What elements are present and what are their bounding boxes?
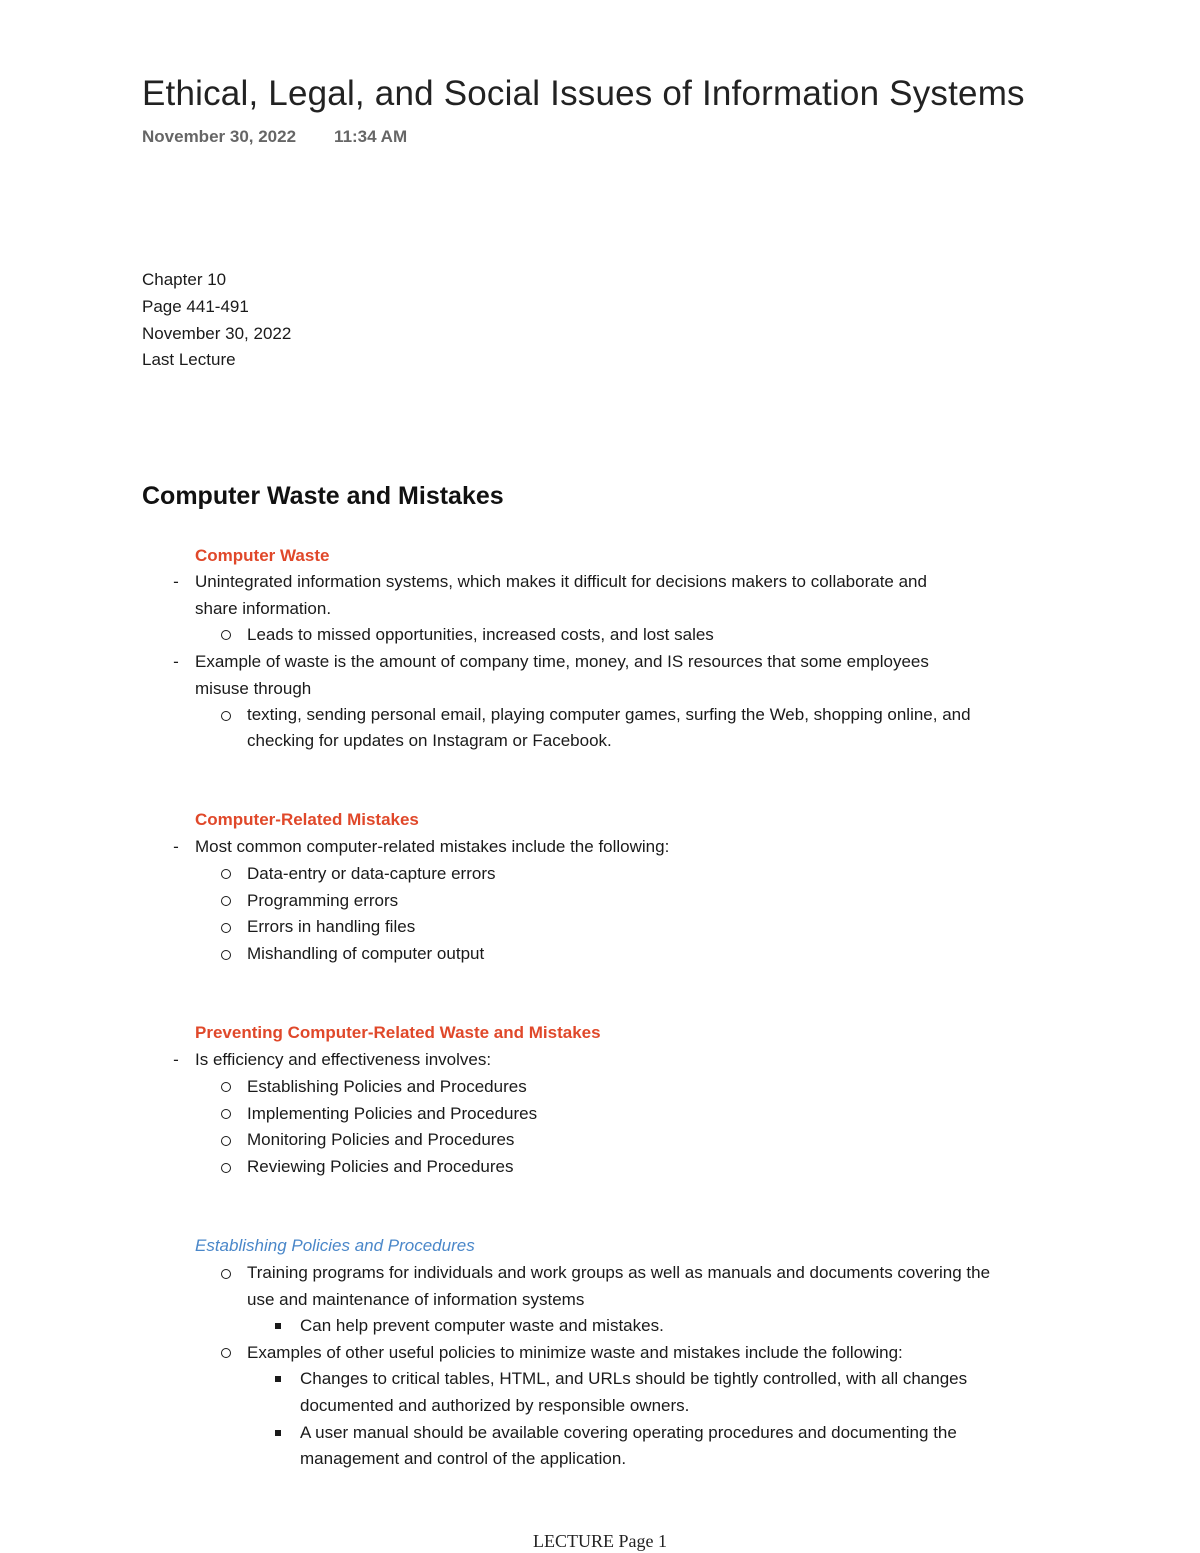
list-item: Leads to missed opportunities, increased costs, and lost sales bbox=[247, 625, 714, 644]
circle-bullet bbox=[221, 1082, 231, 1092]
mistakes-heading: Computer-Related Mistakes bbox=[195, 810, 419, 829]
circle-bullet bbox=[221, 1136, 231, 1146]
list-item-continued: share information. bbox=[195, 599, 332, 618]
list-item: Implementing Policies and Procedures bbox=[247, 1104, 538, 1123]
info-chapter: Chapter 10 bbox=[142, 270, 227, 289]
list-item: Changes to critical tables, HTML, and URLs should be tightly controlled, with all changes bbox=[300, 1369, 968, 1388]
square-bullet bbox=[275, 1376, 281, 1382]
dash-bullet: - bbox=[173, 837, 179, 856]
list-item-continued: documented and authorized by responsible owners. bbox=[300, 1396, 690, 1415]
list-item: Programming errors bbox=[247, 891, 399, 910]
establishing-heading: Establishing Policies and Procedures bbox=[195, 1236, 475, 1255]
circle-bullet bbox=[221, 630, 231, 640]
section-heading: Computer Waste and Mistakes bbox=[142, 482, 504, 510]
list-item-continued: use and maintenance of information systems bbox=[247, 1290, 585, 1309]
circle-bullet bbox=[221, 1163, 231, 1173]
circle-bullet bbox=[221, 711, 231, 721]
list-item-continued: misuse through bbox=[195, 679, 312, 698]
list-item: Monitoring Policies and Procedures bbox=[247, 1130, 515, 1149]
circle-bullet bbox=[221, 923, 231, 933]
page-title: Ethical, Legal, and Social Issues of Information Systems bbox=[142, 74, 1025, 113]
list-item: Data-entry or data-capture errors bbox=[247, 864, 496, 883]
preventing-heading: Preventing Computer-Related Waste and Mistakes bbox=[195, 1023, 601, 1042]
list-item: Examples of other useful policies to minimize waste and mistakes include the following: bbox=[247, 1343, 903, 1362]
list-item: texting, sending personal email, playing computer games, surfing the Web, shopping online, and bbox=[247, 705, 971, 724]
circle-bullet bbox=[221, 1348, 231, 1358]
list-item: Most common computer-related mistakes include the following: bbox=[195, 837, 670, 856]
info-pages: Page 441-491 bbox=[142, 297, 249, 316]
circle-bullet bbox=[221, 896, 231, 906]
list-item: Mishandling of computer output bbox=[247, 944, 485, 963]
list-item: Reviewing Policies and Procedures bbox=[247, 1157, 514, 1176]
list-item: Establishing Policies and Procedures bbox=[247, 1077, 527, 1096]
list-item-continued: checking for updates on Instagram or Facebook. bbox=[247, 731, 612, 750]
info-lecture: Last Lecture bbox=[142, 350, 236, 369]
list-item-continued: management and control of the application. bbox=[300, 1449, 627, 1468]
list-item: A user manual should be available covering operating procedures and documenting the bbox=[300, 1423, 957, 1442]
note-date: November 30, 2022 bbox=[142, 127, 297, 146]
info-date: November 30, 2022 bbox=[142, 324, 292, 343]
list-item: Can help prevent computer waste and mistakes. bbox=[300, 1316, 664, 1335]
dash-bullet: - bbox=[173, 652, 179, 671]
circle-bullet bbox=[221, 950, 231, 960]
list-item: Unintegrated information systems, which makes it difficult for decisions makers to collaborate and bbox=[195, 572, 927, 591]
note-time: 11:34 AM bbox=[334, 127, 408, 146]
list-item: Is efficiency and effectiveness involves: bbox=[195, 1050, 492, 1069]
circle-bullet bbox=[221, 1269, 231, 1279]
note-timestamp bbox=[142, 127, 407, 147]
list-item: Example of waste is the amount of company time, money, and IS resources that some employees bbox=[195, 652, 929, 671]
circle-bullet bbox=[221, 1109, 231, 1119]
list-item: Training programs for individuals and work groups as well as manuals and documents covering the bbox=[247, 1263, 991, 1282]
dash-bullet: - bbox=[173, 1050, 179, 1069]
list-item: Errors in handling files bbox=[247, 917, 416, 936]
square-bullet bbox=[275, 1430, 281, 1436]
page-footer: LECTURE Page 1 bbox=[533, 1531, 667, 1551]
square-bullet bbox=[275, 1323, 281, 1329]
dash-bullet: - bbox=[173, 572, 179, 591]
circle-bullet bbox=[221, 869, 231, 879]
computer-waste-heading: Computer Waste bbox=[195, 546, 330, 565]
